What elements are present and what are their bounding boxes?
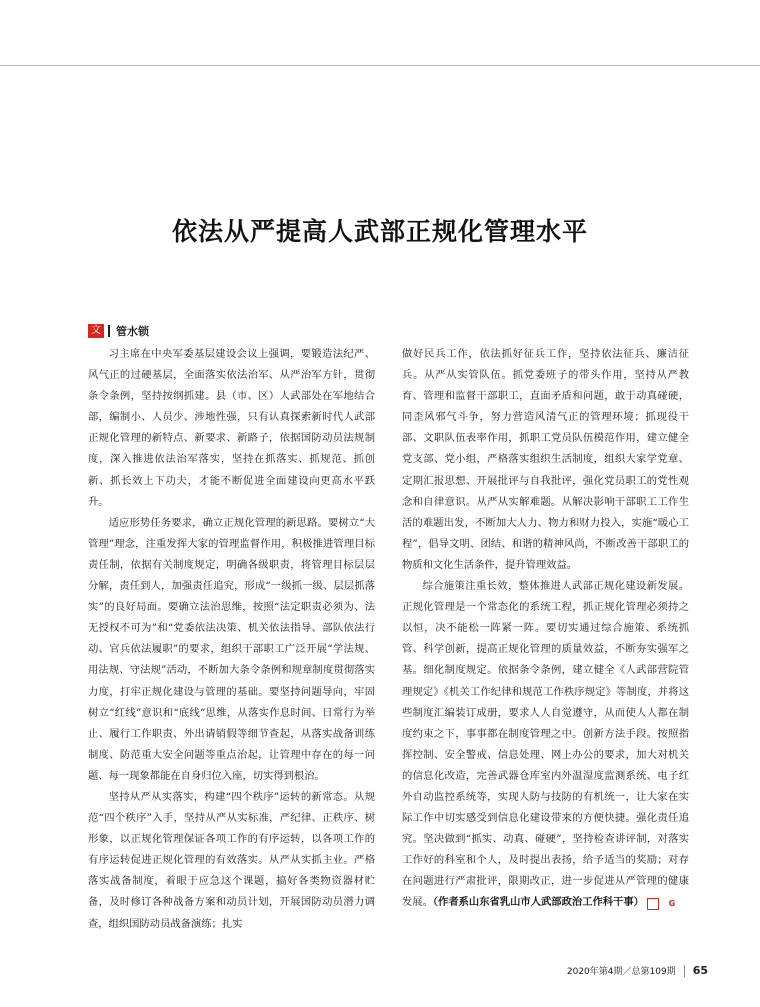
byline-tag: 文 [88, 324, 104, 338]
footer-divider [684, 965, 685, 977]
body-column-right [402, 344, 689, 914]
body-paragraph: 适应形势任务要求，确立正规化管理的新思路。要树立“大管理”理念，注重发挥大家的管理监督作用，积极推进管理目标责任制，依据有关制度规定，明确各级职责，将管理目标层层分解，责任到人，加强责任追究，形成“一级抓一级、层层抓落实”的良好局面。要确立法治思维，按照“法定职责必须为、法无授权不可为”和“党委依法决策、机关依法指导、部队依法行动、官兵依法履职”的要求，组织干部职工广泛开展“学法规、用法规、守法规”活动，不断加大条令条例和规章制度贯彻落实力度，打牢正规化建设与管理的基础。要坚持问题导向，牢固树立“红线”意识和“底线”思维，从落实作息时间、日常行为举止、履行工作职责、外出请销假等细节查起，从落实战备训练制度、防范重大安全问题等重点治起，让管理中存在的每一问题、每一现象都能在自身归位入座，切实得到根治。 [88, 516, 375, 782]
page-footer [567, 964, 708, 977]
byline [88, 323, 149, 339]
article-title: 依法从严提高人武部正规化管理水平 [171, 217, 588, 246]
body-paragraph: 坚持从严从实落实，构建“四个秩序”运转的新常态。从规范“四个秩序”入手，坚持从严从实标准，严纪律、正秩序、树形象，以正规化管理保证各项工作的有序运转，以各项工作的有序运转促进正规化管理的有效落实。从严从实抓主业。严格落实战备制度，着眼于应急这个课题，搞好各类物资器材贮备，及时修订各种战备方案和动员计划，开展国防动员潜力调查，组织国防动员战备演练；扎实 [88, 790, 375, 930]
header-rule [0, 65, 760, 66]
body-paragraph-last [402, 576, 689, 914]
page-number: 65 [692, 964, 708, 977]
body-paragraph-text: 综合施策注重长效，整体推进人武部正规化建设新发展。正规化管理是一个常态化的系统工程，抓正规化管理必须持之以恒，决不能松一阵紧一阵。要切实通过综合施策、系统抓管、科学创新，提高正规化管理的质量效益，不断夯实强军之基。细化制度规定。依据条令条例，建立健全《人武部营院管理规定》《机关工作纪律和规范工作秩序规定》等制度，并将这些制度汇编装订成册，要求人人自觉遵守，从而使人人都在制度约束之下，事事都在制度管理之中。创新方法手段。按照指挥控制、安全警戒、信息处理、网上办公的要求，加大对机关的信息化改造，完善武器仓库室内外温湿度监测系统、电子红外自动监控系统等，实现人防与技防的有机统一，让大家在实际工作中切实感受到信息化建设带来的方便快捷。强化责任追究。坚决做到“抓实、动真、碰硬”，坚持检查讲评制，对落实工作好的科室和个人，及时提出表扬，给予适当的奖励；对存在问题进行严肃批评，限期改正，进一步促进从严管理的健康发展。 [402, 580, 689, 909]
author-note: （作者系山东省乳山市人武部政治工作科干事） [432, 896, 644, 909]
byline-divider [108, 325, 110, 337]
author-name: 管水锁 [116, 325, 149, 338]
body-paragraph-continued: 做好民兵工作，依法抓好征兵工作，坚持依法征兵、廉洁征兵。从严从实管队伍。抓党委班子的带头作用，坚持从严教育、管理和监督干部职工，直面矛盾和问题，敢于动真碰硬，同歪风邪气斗争，努力营造风清气正的管理环境；抓现役干部、文职队伍表率作用，抓职工党员队伍模范作用，建立健全党支部、党小组，严格落实组织生活制度，组织大家学党章、定期汇报思想、开展批评与自我批评，强化党员职工的党性观念和自律意识。从严从实解难题。从解决影响干部职工工作生活的难题出发，不断加大人力、物力和财力投入，实施“暖心工程”，倡导文明、团结、和谐的精神风尚，不断改善干部职工的物质和文化生活条件，提升管理效益。 [402, 348, 689, 571]
body-paragraph: 习主席在中央军委基层建设会议上强调，要锻造法纪严、风气正的过硬基层，全面落实依法治军、从严治军方针，贯彻条令条例，坚持按纲抓建。县（市、区）人武部处在军地结合部，编制小、人员少、涉地性强，只有认真探索新时代人武部正规化管理的新特点、新要求、新路子，依据国防动员法规制度，深入推进依法治军落实，坚持在抓落实、抓规范、抓创新、抓长效上下功夫，才能不断促进全面建设向更高水平跃升。 [88, 348, 375, 508]
issue-info: 2020年第4期／总第109期 [566, 967, 676, 977]
body-column-left [88, 344, 375, 935]
end-mark-icon: G [647, 898, 659, 910]
